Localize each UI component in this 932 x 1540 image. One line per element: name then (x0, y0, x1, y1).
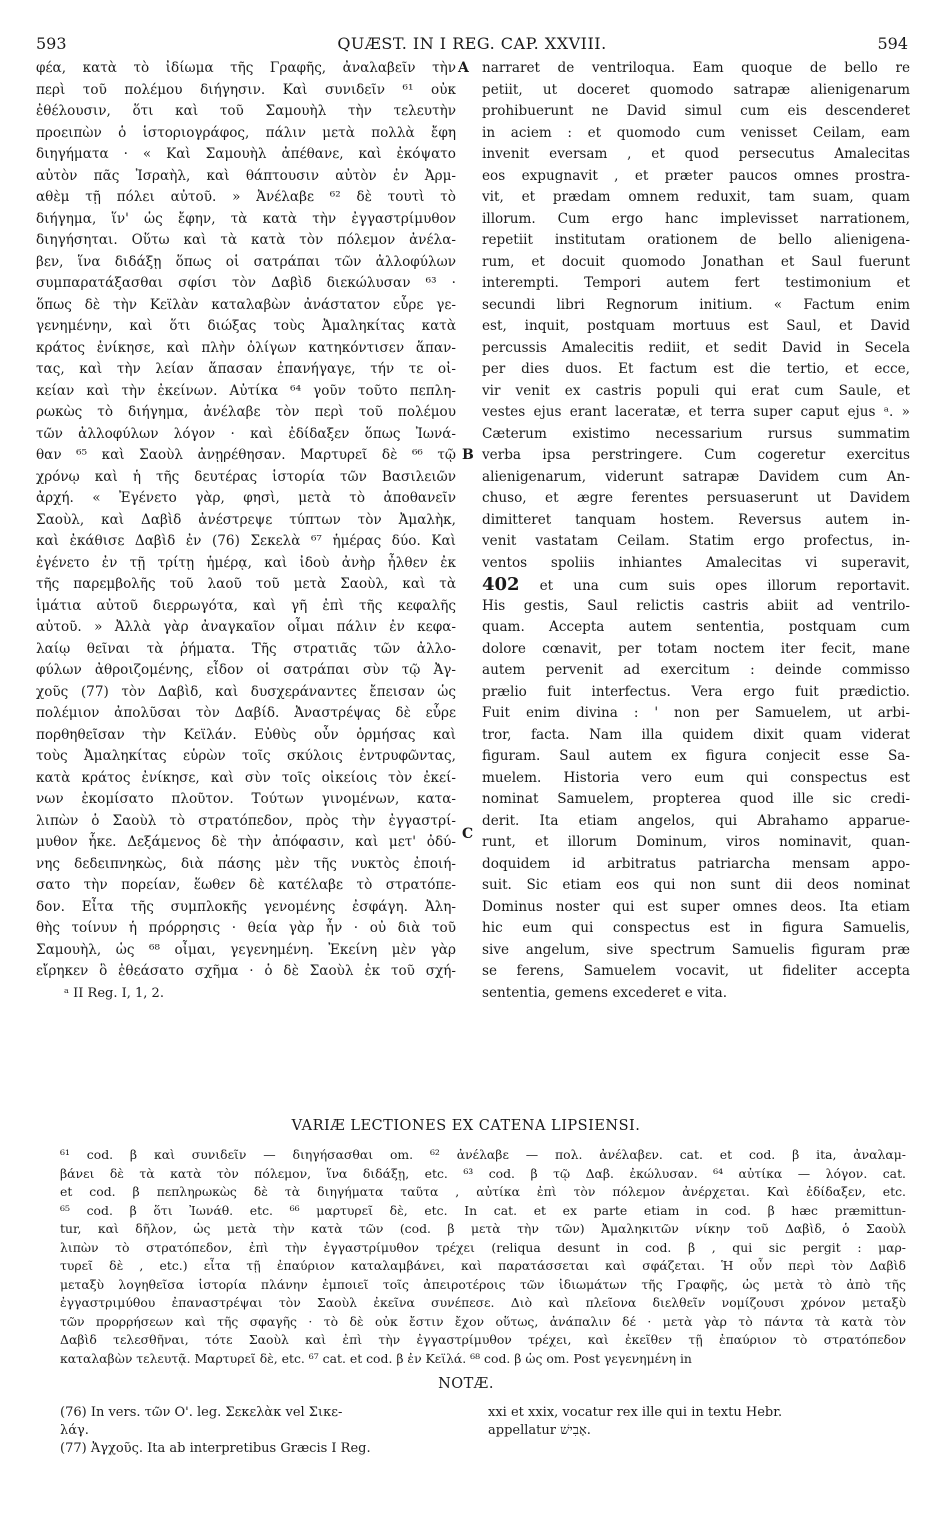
greek-text-line: διηγήματα · « Καὶ Σαμουὴλ ἀπέθανε, καὶ ἐκόψατο (36, 146, 456, 162)
greek-text-line: τας, καὶ τὴν λείαν ἅπασαν ἐπανήγαγε, τήν τε οἰ- (36, 361, 456, 377)
section-marker-c: C (462, 826, 474, 842)
latin-text-line: invenit eversam , et quod persecutus Amalecitas (482, 146, 910, 162)
latin-text-line: dolore cœnavit, per totam noctem iter fecit, mane (482, 640, 910, 657)
notae-left-column (60, 1404, 460, 1458)
latin-text-line: Cæterum existimo necessarium rursus summatim (482, 425, 910, 442)
latin-text-line: chuso, et ægre ferentes persuaserunt ut Davidem (482, 490, 910, 506)
scripture-footnote: ᵃ II Reg. I, 1, 2. (64, 985, 164, 1001)
greek-text-line: τῆς παρεμβολῆς τοῦ λαοῦ τοῦ μετὰ Σαοὺλ, καὶ τὰ (36, 576, 456, 592)
greek-text-line: αὐτοῦ. » Ἀλλὰ γὰρ ἀναγκαῖον οἶμαι πάλιν ἐν κεφα- (36, 619, 456, 635)
greek-text-line: λιπὼν ὁ Σαοὺλ τὸ στρατόπεδον, πρὸς τὴν ἐγγαστρί- (36, 812, 456, 829)
latin-text-line: alienigenarum, viderunt satrapæ Davidem cum An- (482, 468, 910, 485)
latin-text-line: dimitteret tanquam hostem. Reversus autem in- (482, 511, 910, 528)
greek-text-line: δον. Εἶτα τῆς συμπλοκῆς γενομένης ἐσφάγη. Ἀλη- (36, 898, 456, 915)
variae-lectiones-title: VARIÆ LECTIONES EX CATENA LIPSIENSI. (291, 1118, 641, 1134)
greek-text-line: ἐγένετο ἐν τῇ τρίτῃ ἡμέρᾳ, καὶ ἰδοὺ ἀνὴρ ἦλθεν ἐκ (36, 554, 456, 571)
latin-text-line: interempti. Tempori autem fert testimonium et (482, 275, 910, 291)
latin-text-line: tror, facta. Nam illa quidem dixit quam viderat (482, 726, 910, 743)
latin-text-line: per dies duos. Et factum est die tertio, et ecce, (482, 361, 910, 377)
latin-text-line: vestes ejus erant laceratæ, et terra super caput ejus ᵃ. » (482, 404, 910, 420)
column-page-number: 402 (482, 574, 520, 595)
greek-text-line: μυθον ἧκε. Δεξάμενος δὲ τὴν ἀπόφασιν, καὶ μετ' ὀδύ- (36, 834, 456, 850)
greek-text-line: προειπὼν ὁ ἱστοριογράφος, πάλιν μετὰ πολλὰ ἔφη (36, 124, 456, 141)
greek-text-line: τῶν ἀλλοφύλων λόγον · καὶ ἐδίδαξεν ὅπως Ἰωνά- (36, 425, 456, 442)
greek-text-line: ἐθέλουσιν, ὅτι καὶ τοῦ Σαμουὴλ τὴν τελευτὴν (36, 103, 456, 119)
latin-text-line: narraret de ventriloqua. Eam quoque de bello re (482, 60, 910, 76)
latin-text-line: verba ipsa perstringere. Cum cogeretur exercitus (482, 447, 910, 463)
note-line: (77) Ἀγχοῦς. Ita ab interpretibus Græcis I Reg. (60, 1441, 371, 1456)
variant-reading-line: τυρεῖ δὲ , etc.) εἶτα τῇ ἐπαύριον καταλαμβάνει, καὶ παρατάσσεται καὶ σφάζεται. Ἡ οὖν περὶ τὸν Δαβὶδ (60, 1258, 906, 1273)
greek-text-line: ἀρχή. « Ἐγένετο γὰρ, φησὶ, μετὰ τὸ ἀποθανεῖν (36, 490, 456, 506)
latin-text-line: nominat Samuelem, propterea quod ille sic credi- (482, 791, 910, 807)
latin-text-line: Dominus noster qui est super omnes deos. Ita etiam (482, 898, 910, 915)
greek-text-line: πολέμιον ἀπολῦσαι τὸν Δαβίδ. Ἀναστρέψας δὲ εὗρε (36, 705, 456, 721)
greek-text-line: χοῦς (77) τὸν Δαβὶδ, καὶ δυσχεράναντες ἔπεισαν ὡς (36, 683, 456, 700)
variae-lectiones (60, 1146, 906, 1368)
greek-text-line: πορθηθεῖσαν τὴν Κεϊλάν. Εὐθὺς οὖν ὁρμήσας καὶ (36, 726, 456, 743)
greek-text-line: περὶ τοῦ πολέμου διήγησιν. Καὶ συνιδεῖν ⁶¹ οὐκ (36, 81, 456, 98)
variant-reading-line: μεταξὺ λογηθεῖσα ἱστορία πλάνην ἐμποιεῖ τοῖς ἀπειροτέροις τῶν ἰδιωμάτων τῆς Γραφῆς, ὡς μετὰ τὸ ἀπὸ τῆς (60, 1276, 906, 1292)
greek-text-line: Σαοὺλ, καὶ Δαβὶδ ἀνέστρεψε τύπτων τὸν Ἀμαλὴκ, (36, 511, 456, 528)
greek-text-line: κράτος ἐνίκησε, καὶ πλὴν ὀλίγων κατηκόντισεν ἅπαν- (36, 339, 456, 356)
latin-text-line: rum, et docuit quomodo Jonathan et Saul fuerunt (482, 253, 910, 270)
latin-text-line: vir venit ex castris populi qui erat cum Saule, et (482, 382, 910, 399)
greek-text-line: θαν ⁶⁵ καὶ Σαοὺλ ἀνῃρέθησαν. Μαρτυρεῖ δὲ ⁶⁶ τῷ (36, 447, 456, 463)
latin-text-line: illorum. Cum ergo hanc implevisset narrationem, (482, 210, 910, 227)
greek-text-line: αθὲμ τῇ πόλει αὐτοῦ. » Ἀνέλαβε ⁶² δὲ τουτὶ τὸ (36, 189, 456, 205)
greek-text-line: τοὺς Ἀμαληκίτας εὑρὼν τοῖς σκύλοις ἐντρυφῶντας, (36, 748, 456, 764)
greek-text-line: κατὰ κράτος ἐνίκησε, καὶ σὺν τοῖς οἰκείοις τὸν ἐκεί- (36, 769, 456, 786)
variant-reading-line: ⁶¹ cod. β καὶ συνιδεῖν — διηγήσασθαι om. ⁶² ἀνέλαβε — πολ. ἀνέλαβεν. cat. et cod. β ita, ἀναλαμ- (60, 1147, 906, 1162)
variant-reading-line: βάνει δὲ τὰ κατὰ τὸν πόλεμον, ἵνα διδάξῃ, etc. ⁶³ cod. β τῷ Δαβ. ἐκώλυσαν. ⁶⁴ αὐτίκα — λόγον. cat. (60, 1165, 906, 1181)
latin-text-line: hic eum qui conspectus est in figura Samuelis, (482, 920, 910, 936)
latin-text-line: repetiit institutam orationem de bello alienigena- (482, 232, 910, 248)
greek-text-line: συμπαρατάξασθαι σφίσι τὸν Δαβὶδ διεκώλυσαν ⁶³ · (36, 275, 456, 291)
greek-text-line: κείαν καὶ τὴν ἐκείνων. Αὐτίκα ⁶⁴ γοῦν τοῦτο πεπλη- (36, 382, 456, 399)
greek-text-line: βεν, ἵνα διδάξῃ ὅπως οἱ σατράπαι τῶν ἀλλοφύλων (36, 253, 456, 270)
greek-text-line: ὅπως δὲ τὴν Κεϊλὰν καταλαβὼν ἀνάστατον εὗρε γε- (36, 296, 456, 313)
latin-text-line: sententia, gemens excederet e vita. (482, 984, 728, 1001)
section-marker-b: B (462, 447, 474, 463)
greek-text-line: φύλων ἀθροιζομένης, εἶδον οἱ σατράπαι σὺν τῷ Ἀγ- (36, 662, 456, 678)
greek-text-line: αὐτὸν πᾶς Ἰσραὴλ, καὶ θάπτουσιν αὐτὸν ἐν Ἀρμ- (36, 167, 456, 184)
latin-text-line: eos expugnavit , et præter paucos omnes prostra- (482, 167, 910, 184)
note-line: appellatur אָבִישׁ. (488, 1423, 591, 1438)
greek-text-line: νων ἐκομίσατο πλοῦτον. Τούτων γινομένων, κατα- (36, 791, 456, 807)
greek-text-line: διηγήσηται. Οὕτω καὶ τὰ κατὰ τὸν πόλεμον ἀνέλα- (36, 232, 456, 248)
variant-reading-line: Δαβὶδ τελεσθῆναι, τότε Σαοὺλ καὶ ἐπὶ τὴν ἐγγαστρίμυθον τρέχει, καὶ ἐκεῖθεν τῇ ἐπαύριον τὸ στρατόπεδον (60, 1332, 906, 1347)
section-marker-a: A (458, 60, 469, 76)
latin-text-line: autem pervenit ad exercitum : deinde commisso (482, 662, 910, 678)
latin-text-line: venit vastatam Ceilam. Statim ergo profectus, in- (482, 533, 910, 549)
latin-text-line: est, inquit, postquam mortuus est Saul, et David (482, 318, 910, 334)
greek-text-line: θὴς τοίνυν ἡ πρόρρησις · θεία γὰρ ἦν · οὐ διὰ τοῦ (36, 920, 456, 936)
greek-text-line: εἴρηκεν ὃ ἐθεάσατο σχῆμα · ὁ δὲ Σαοὺλ ἐκ τοῦ σχή- (36, 963, 456, 979)
note-line: (76) In vers. τῶν Ο'. leg. Σεκελὰκ vel Σικε- (60, 1405, 343, 1420)
notae-title: NOTÆ. (438, 1376, 494, 1392)
greek-text-line: Σαμουὴλ, ὡς ⁶⁸ οἶμαι, γεγενημένη. Ἐκείνη μὲν γὰρ (36, 941, 456, 958)
variant-reading-line: καταλαβὼν τελευτᾷ. Μαρτυρεῖ δὲ, etc. ⁶⁷ cat. et cod. β ἐν Κεϊλά. ⁶⁸ cod. β ὡς om. Post γεγενημένη in (60, 1350, 692, 1366)
greek-text-line: χρόνῳ καὶ ἡ τῆς δευτέρας ἱστορία τῶν Βασιλειῶν (36, 468, 456, 485)
greek-text-line: σατο τὴν πορείαν, ἕωθεν δὲ κατέλαβε τὸ στρατόπε- (36, 877, 456, 893)
greek-text-line: ἱμάτια αὐτοῦ διερρωγότα, καὶ γῆ ἐπὶ τῆς κεφαλῆς (36, 597, 456, 614)
running-title: QUÆST. IN I REG. CAP. XXVIII. (337, 34, 607, 53)
latin-text-line: in aciem : et quomodo cum venisset Ceilam, eam (482, 124, 910, 141)
greek-text-line: διήγημα, ἵν' ὡς ἔφην, τὰ κατὰ τὴν ἐγγαστρίμυθον (36, 210, 456, 227)
latin-text-line: secundi libri Regnorum initium. « Factum enim (482, 296, 910, 313)
page-header (36, 34, 908, 56)
latin-text-line: muelem. Historia vero eum qui conspectus est (482, 769, 910, 786)
variant-reading-line: ⁶⁵ cod. β ὅτι Ἰωνάθ. etc. ⁶⁶ μαρτυρεῖ δὲ, etc. In cat. et ex parte etiam in cod. β hæc præmittun- (60, 1202, 906, 1218)
latin-text-line: sive angelum, sive spectrum Samuelis figuram præ (482, 941, 910, 958)
notae-right-column (488, 1404, 906, 1440)
latin-text-line: runt, et illorum Dominum, viros nominavit, quan- (482, 834, 910, 850)
latin-text-line: His gestis, Saul relictis castris abiit ad ventrilo- (482, 597, 910, 614)
latin-text-line: derit. Ita etiam angelos, qui Abrahamo apparue- (482, 812, 910, 829)
latin-text-line: quam. Accepta autem sententia, postquam cum (482, 619, 910, 635)
latin-text-line: suit. Sic etiam eos qui non sunt dii deos nominat (482, 877, 910, 893)
latin-text-line: ventos spoliis inhiantes Amalecitas vi superavit, (482, 554, 910, 571)
variant-reading-line: ἐγγαστριμύθου ἐπαναστρέψαι τὸν Σαοὺλ ἐκεῖνα συνέπεσε. Διὸ καὶ πλεῖονα διελθεῖν νομίζουσι χρόνον μεταξὺ (60, 1295, 906, 1310)
latin-text-line: percussis Amalecitis rediit, et sedit David in Secela (482, 339, 910, 356)
variant-reading-line: τῶν προρρήσεων καὶ τῆς σφαγῆς · τὸ δὲ οὐκ ἔστιν ἔχον οὕτως, ἀνάπαλιν δέ · μετὰ γὰρ τὸ πάντα τὰ κατὰ τὸν (60, 1313, 906, 1329)
variant-reading-line: et cod. β πεπληρωκὼς δὲ τὰ διηγήματα ταῦτα , αὐτίκα ἐπὶ τὸν πόλεμον ἀνέρχεται. Καὶ ἐδίδαξεν, etc. (60, 1184, 906, 1199)
latin-text-line: prohibuerunt ne David simul cum eis descenderet (482, 103, 910, 119)
greek-text-line: γενημένην, καὶ ὅτι διώξας τοὺς Ἀμαληκίτας κατὰ (36, 318, 456, 334)
latin-text-line: Fuit enim divina : ' non per Samuelem, ut arbi- (482, 705, 910, 721)
greek-text-line: ρωκὼς τὸ διήγημα, ἀνέλαβε τὸν περὶ τοῦ πολέμου (36, 404, 456, 420)
latin-text-line: figuram. Saul autem ex figura conjecit esse Sa- (482, 748, 910, 764)
greek-text-line: νης δεδειπνηκὼς, διὰ πάσης μὲν τῆς νυκτὸς ἐποιή- (36, 855, 456, 872)
latin-text-line: prælio fuit interfectus. Vera ergo fuit prædictio. (482, 683, 910, 700)
note-line: xxi et xxix, vocatur rex ille qui in textu Hebr. (488, 1405, 783, 1420)
variant-reading-line: λιπὼν τὸ στρατόπεδον, ἐπὶ τὴν ἐγγαστρίμυθον τρέχει (reliqua desunt in cod. β , qui sic pergit : μαρ- (60, 1239, 906, 1255)
page-number-right: 594 (877, 34, 908, 53)
latin-text-line: se ferens, Samuelem vocavit, ut fideliter accepta (482, 963, 910, 979)
variant-reading-line: tur, καὶ δῆλον, ὡς μετὰ τὴν κατὰ τῶν (cod. β μετὰ τὴν τῶν) Ἀμαληκιτῶν νίκην τοῦ Δαβὶδ, ὁ Σαοὺλ (60, 1221, 906, 1236)
greek-text-line: φέα, κατὰ τὸ ἰδίωμα τῆς Γραφῆς, ἀναλαβεῖν τὴν (36, 60, 456, 76)
latin-text-column (482, 58, 910, 1004)
latin-text-line: doquidem id arbitratus patriarcha mensam appo- (482, 855, 910, 872)
greek-text-column (36, 58, 456, 1004)
greek-text-line: λαίῳ θεῖναι τὰ ῥήματα. Τῆς στρατιᾶς τῶν ἀλλο- (36, 640, 456, 657)
latin-text-line: petiit, ut doceret quomodo satrapæ alienigenarum (482, 81, 910, 98)
page-number-left: 593 (36, 34, 67, 53)
latin-text-line: 402 et una cum suis opes illorum reportavit. (482, 574, 910, 595)
latin-text-line: vit, et prædam omnem reduxit, tam suam, quam (482, 189, 910, 205)
greek-text-line: καὶ ἐκάθισε Δαβὶδ ἐν (76) Σεκελὰ ⁶⁷ ἡμέρας δύο. Καὶ (36, 533, 456, 549)
note-line: λάγ. (60, 1423, 89, 1438)
